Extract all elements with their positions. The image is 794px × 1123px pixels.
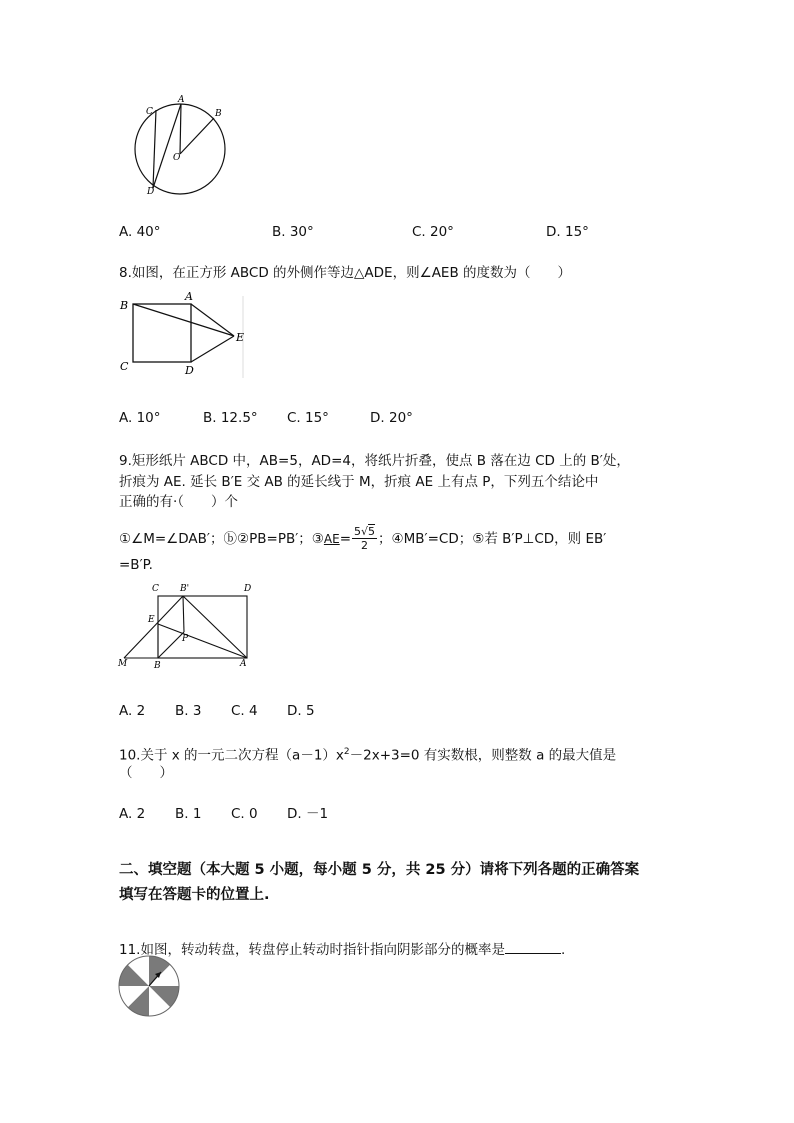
label-a: A [185, 290, 193, 303]
q10-option-b[interactable]: B. 1 [175, 806, 202, 822]
segment-a-bprime [183, 596, 247, 658]
q10-exponent: 2 [343, 747, 350, 757]
q10-stem [119, 743, 616, 765]
side-de [191, 336, 234, 362]
q9-option-a[interactable]: A. 2 [119, 703, 146, 719]
q9-option-d[interactable]: D. 5 [287, 703, 315, 719]
q8-options [119, 409, 519, 427]
chord-ad [153, 104, 181, 188]
label-o: O [173, 153, 181, 163]
q9-fraction [352, 525, 377, 552]
label-a: A [178, 95, 185, 105]
q10-option-c[interactable]: C. 0 [231, 806, 258, 822]
q9-option-b[interactable]: B. 3 [175, 703, 202, 719]
q9-line-3: 正确的有·（ ）个 [119, 494, 239, 510]
spinner-sectors [119, 956, 179, 1016]
segment-p-bprime [183, 596, 184, 632]
section-2-heading-line-1: 二、填空题（本大题 5 小题，每小题 5 分，共 25 分）请将下列各题的正确答案 [119, 862, 640, 878]
section-2-heading-line-2: 填写在答题卡的位置上. [119, 887, 270, 903]
q7-option-c[interactable]: C. 20° [412, 224, 454, 240]
q11-answer-blank[interactable] [505, 940, 561, 954]
label-b: B [215, 109, 222, 119]
q9-rectangle-figure [116, 580, 262, 672]
label-b: B [154, 661, 161, 671]
q10-answer-paren: （ ） [119, 765, 173, 781]
chord-cd [153, 110, 156, 188]
q7-option-b[interactable]: B. 30° [272, 224, 314, 240]
rectangle-abcd [158, 596, 247, 658]
label-m: M [118, 659, 128, 669]
q7-circle-figure [128, 92, 238, 202]
q9-equals: = [339, 530, 351, 547]
side-ae [191, 304, 234, 336]
segment-be [133, 304, 234, 336]
q9-fraction-numerator: 5√5 [354, 525, 376, 538]
q10-option-d[interactable]: D. －1 [287, 806, 329, 822]
radius-oa [180, 104, 181, 154]
q9-ae-label: AE [323, 531, 340, 546]
label-e: E [236, 331, 245, 344]
q10-stem-part-1: 10.关于 x 的一元二次方程（a－1）x [119, 747, 344, 764]
q9-options [119, 702, 519, 720]
q9-fraction-denominator: 2 [361, 539, 368, 552]
label-d: D [185, 364, 194, 377]
q7-option-a[interactable]: A. 40° [119, 224, 161, 240]
q8-option-a[interactable]: A. 10° [119, 410, 161, 426]
label-c: C [146, 107, 153, 117]
q11-spinner-figure [117, 954, 181, 1018]
label-e: E [148, 615, 155, 625]
q8-option-b[interactable]: B. 12.5° [203, 410, 258, 426]
q9-option-c[interactable]: C. 4 [231, 703, 258, 719]
q7-option-d[interactable]: D. 15° [546, 224, 589, 240]
q11-stem-text: 11.如图，转动转盘，转盘停止转动时指针指向阴影部分的概率是 [119, 942, 505, 958]
q11-stem-end: . [560, 942, 566, 958]
q10-options [119, 805, 519, 823]
q9-conclusion-2: ⓑ②PB=PB′；③ [223, 530, 324, 547]
segment-p-b [158, 632, 184, 658]
label-d: D [244, 584, 252, 594]
label-c: C [120, 360, 129, 373]
label-p: P [182, 634, 189, 644]
radius-ob [180, 118, 214, 154]
q9-line-1: 9.矩形纸片 ABCD 中，AB=5，AD=4，将纸片折叠，使点 B 落在边 CD 上的 B′处， [119, 453, 630, 469]
q8-square-figure [117, 290, 252, 380]
q8-stem: 8.如图，在正方形 ABCD 的外侧作等边△ADE，则∠AEB 的度数为（ ） [119, 265, 572, 281]
fold-ae [158, 624, 247, 658]
q7-options [119, 223, 619, 241]
label-b: B [120, 299, 129, 312]
q11-stem [119, 940, 565, 959]
label-c: C [152, 584, 159, 594]
q8-option-d[interactable]: D. 20° [370, 410, 413, 426]
q9-conclusions-line [119, 525, 606, 552]
q9-conclusion-1: ①∠M=∠DAB′； [119, 530, 224, 547]
q9-conclusion-3-rest: ；④MB′=CD；⑤若 B′P⊥CD，则 EB′ [378, 530, 607, 547]
label-d: D [147, 187, 155, 197]
q10-stem-part-2: －2x+3=0 有实数根，则整数 a 的最大值是 [349, 747, 617, 764]
q8-option-c[interactable]: C. 15° [287, 410, 329, 426]
q9-line-5: =B′P. [119, 557, 153, 573]
q10-option-a[interactable]: A. 2 [119, 806, 146, 822]
q9-line-2: 折痕为 AE. 延长 B′E 交 AB 的延长线于 M，折痕 AE 上有点 P，下列五个结论中 [119, 474, 599, 490]
label-a: A [240, 659, 247, 669]
label-bprime: B' [180, 584, 190, 594]
segment-m-bprime [124, 596, 183, 658]
